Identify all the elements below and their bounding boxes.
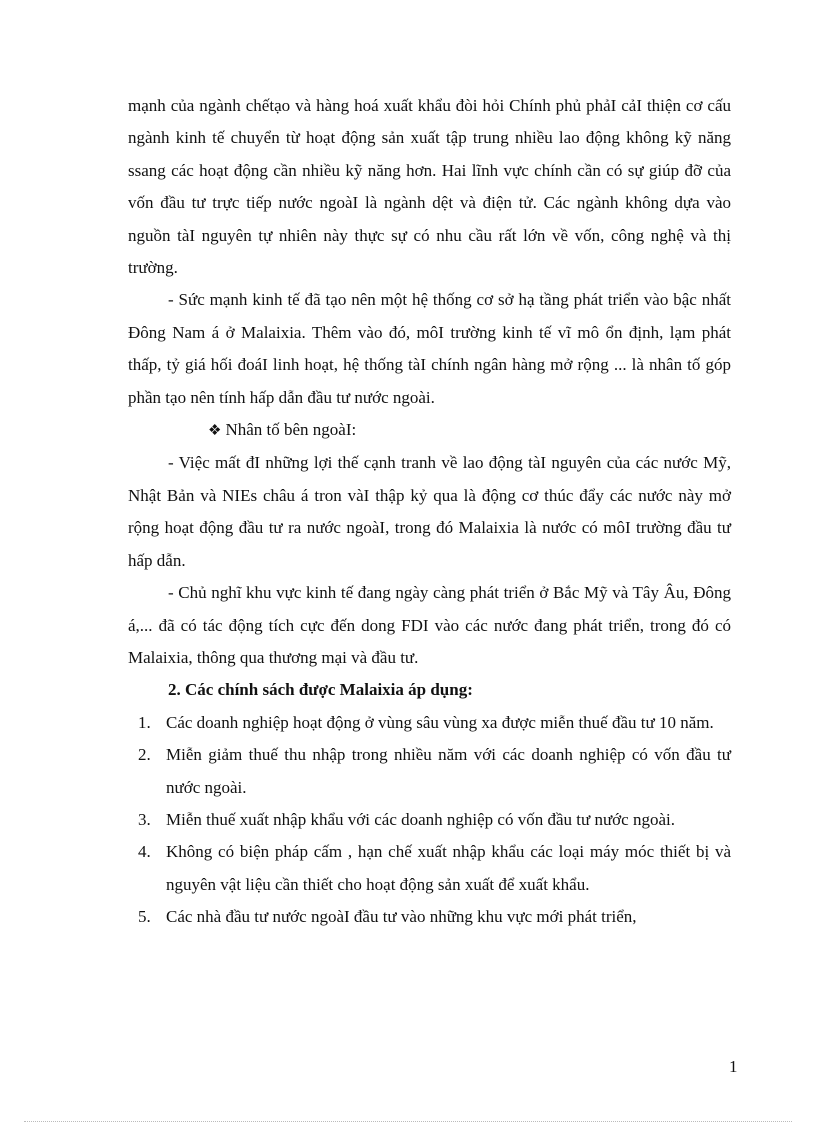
page-bottom-divider — [24, 1121, 792, 1122]
policy-text: Miễn thuế xuất nhập khẩu với các doanh nghiệp có vốn đầu tư nước ngoài. — [166, 809, 675, 829]
policy-text: Không có biện pháp cấm , hạn chế xuất nhập khẩu các loại máy móc thiết bị và nguyên vật liệu cần thiết cho hoạt động sản xuất để xuất khẩu. — [166, 842, 731, 894]
external-factor-item: - Việc mất đI những lợi thế cạnh tranh về lao động tàI nguyên của các nước Mỹ, Nhật Bản và NIEs châu á tron vàI thập kỷ qua là động cơ thúc đẩy các nước này mở rộng hoạt động đầu tư ra nước ngoàI, trong đó Malaixia là nước có môI trường đầu tư hấp dẫn. — [128, 453, 731, 570]
policy-number: 2. — [138, 745, 151, 765]
policy-item — [128, 804, 731, 836]
diamond-bullet-icon: ❖ — [208, 423, 222, 440]
policy-number: 3. — [138, 809, 151, 829]
external-factor-item: - Chủ nghĩ khu vực kinh tế đang ngày càng phát triển ở Bắc Mỹ và Tây Âu, Đông á,... đã có tác động tích cực đến dong FDI vào các nước đang phát triển, trong đó có Malaixia, thông qua thương mại và đầu tư. — [128, 583, 731, 667]
external-factors-title: Nhân tố bên ngoàI: — [225, 420, 357, 440]
policy-item — [128, 901, 731, 933]
external-factors-heading — [128, 414, 731, 447]
policy-text: Các nhà đầu tư nước ngoàI đầu tư vào những khu vực mới phát triển, — [166, 907, 637, 927]
policy-text: Miễn giảm thuế thu nhập trong nhiều năm với các doanh nghiệp có vốn đầu tư nước ngoài. — [166, 745, 731, 797]
page-number: 1 — [729, 1057, 738, 1076]
policy-number: 5. — [138, 907, 151, 927]
policy-text: Các doanh nghiệp hoạt động ở vùng sâu vùng xa được miễn thuế đầu tư 10 năm. — [166, 712, 714, 732]
policies-heading: 2. Các chính sách được Malaixia áp dụng: — [168, 680, 473, 700]
policy-item — [128, 707, 731, 739]
policy-number: 4. — [138, 842, 151, 862]
policies-list — [128, 707, 731, 934]
paragraph-industry: mạnh của ngành chếtạo và hàng hoá xuất khẩu đòi hỏi Chính phủ phảI cảI thiện cơ cấu ngành kinh tế chuyển từ hoạt động sản xuất tập trung nhiều lao động không kỹ năng ssang các hoạt động cần nhiều kỹ năng hơn. Hai lĩnh vực chính cần có sự giúp đỡ của vốn đầu tư trực tiếp nước ngoàI là ngành dệt và điện tử. Các ngành không dựa vào nguồn tàI nguyên tự nhiên này thực sự có nhu cầu rất lớn về vốn, công nghệ và thị trường. — [128, 96, 731, 278]
policy-item — [128, 836, 731, 901]
document-body — [128, 90, 731, 934]
policy-number: 1. — [138, 712, 151, 732]
paragraph-infrastructure: - Sức mạnh kinh tế đã tạo nên một hệ thống cơ sở hạ tầng phát triển vào bậc nhất Đông Nam á ở Malaixia. Thêm vào đó, môI trường kinh tế vĩ mô ổn định, lạm phát thấp, tỷ giá hối đoáI linh hoạt, hệ thống tàI chính ngân hàng mở rộng ... là nhân tố góp phần tạo nên tính hấp dẫn đầu tư nước ngoài. — [128, 290, 731, 407]
policy-item — [128, 739, 731, 804]
